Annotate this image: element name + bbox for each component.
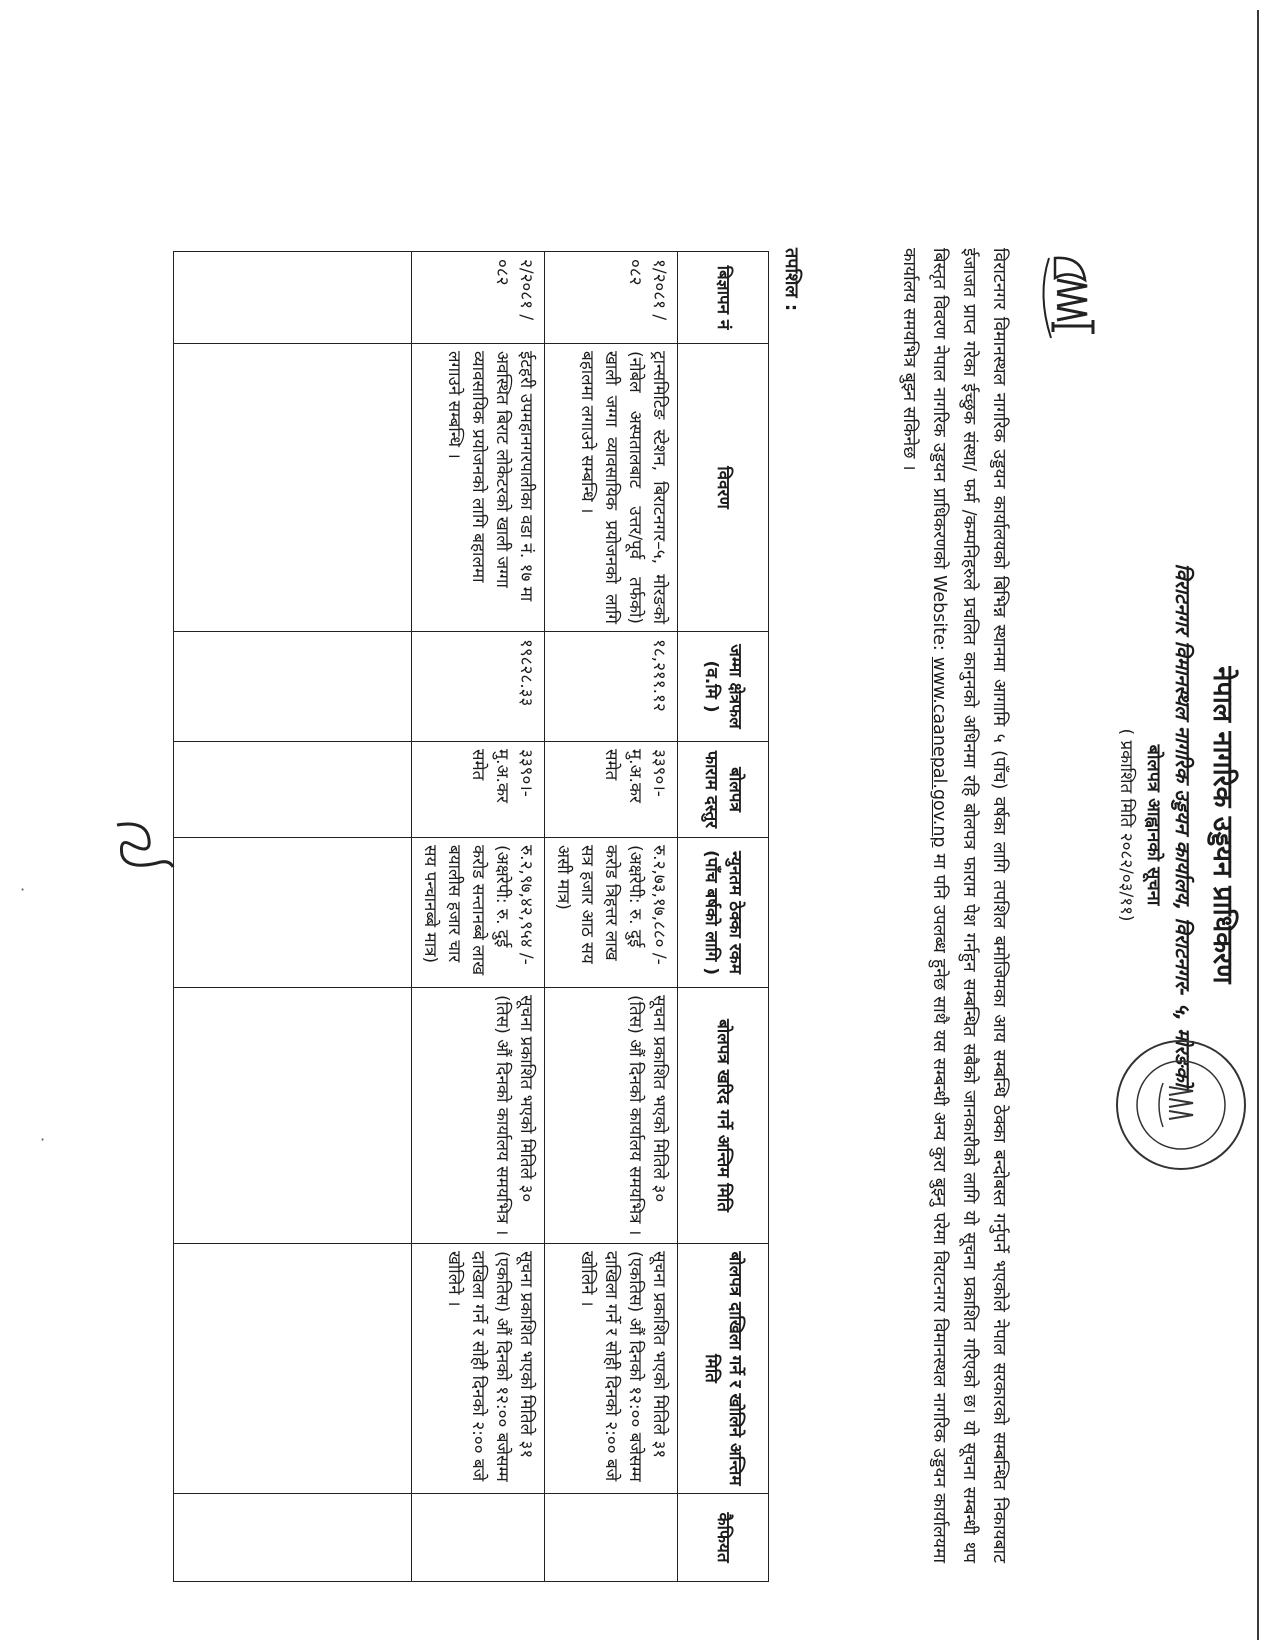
organization-title: नेपाल नागरिक उड्डयन प्राधिकरण xyxy=(1207,666,1238,984)
cell-submission-deadline: सूचना प्रकाशित भएको मितिले ३१ (एकतिस) औं दिनको १२:०० बजेसम्म दाखिला गर्ने र सोही दिनको २:०० बजे खोलिने । xyxy=(545,1244,678,1494)
empty-cell xyxy=(174,838,412,988)
scan-edge-line xyxy=(1257,10,1259,1640)
intro-text: विराटनगर विमानस्थल नागरिक उड्डयन कार्यालयको बिभिन्न स्थानमा आगामि ५ (पाँच) वर्षका लागि तपशिल बमोजिमका आय सम्बन्धि ठेक्का बन्दोबस्त गर्नुपर्ने भएकोले नेपाल सरकारको सम्बन्धित निकायबाट ईजाजत प्राप्त गरेका ईच्छुक संस्था/ फर्म /कम्पनिहरुले प्रचलित कानुनको अधिनमा रहि बोलपत्र फाराम पेश गर्नहुन सम्बन्धित सबैको जानकारीको लागि यो सूचना प्रकाशित गरिएको छ। यो सूचना सम्बन्धी थप बिस्तृत विवरण नेपाल नागरिक उड्डयन प्राधिकरणको Website: xyxy=(929,248,1009,1563)
cell-purchase-deadline: सूचना प्रकाशित भएको मितिले ३० (तिस) औं दिनको कार्यालय समयभित्र । xyxy=(412,988,545,1244)
scan-speck: · xyxy=(40,1130,46,1149)
table-header-row xyxy=(678,252,769,1582)
signature-icon xyxy=(107,815,177,875)
empty-cell xyxy=(174,988,412,1244)
col-header-purchase-deadline: बोलपत्र खरिद गर्ने अन्तिम मिति xyxy=(678,988,769,1244)
empty-cell xyxy=(174,1494,412,1582)
cell-min-amount: रु.२,७३,१७,८८० /- (अक्षरेपी: रु. दुई करोड त्रिहत्तर लाख सत्र हजार आठ सय असी मात्र) xyxy=(545,838,678,988)
col-header-description: विवरण xyxy=(678,344,769,632)
office-stamp-icon xyxy=(1111,1035,1251,1175)
cell-submission-deadline: सूचना प्रकाशित भएको मितिले ३१ (एकतिस) औं दिनको १२:०० बजेसम्म दाखिला गर्ने र सोही दिनको २:०० बजे खोलिने । xyxy=(412,1244,545,1494)
cell-ad-number: २/२०८१ /०८२ xyxy=(412,252,545,344)
cell-min-amount: रु.२,९७,४२,९५४ /- (अक्षरेपी: रु. दुई करोड सन्तानब्बे लाख बयालीस हजार चार सय पन्चानब्बे मात्र) xyxy=(412,838,545,988)
rotated-document xyxy=(17,15,1257,1635)
col-header-min-amount: न्युनतम ठेक्का रकम (पाँच बर्षको लागि ) xyxy=(678,838,769,988)
intro-paragraph xyxy=(894,248,1014,1563)
cell-form-fee: ३३९०।- मु.अ.कर समेत xyxy=(412,742,545,838)
empty-cell xyxy=(174,1244,412,1494)
col-header-submission-deadline: बोलपत्र दाखिला गर्ने र खोलिने अन्तिम मिति xyxy=(678,1244,769,1494)
cell-area: १८,२११.१२ xyxy=(545,632,678,742)
office-subtitle: विराटनगर विमानस्थल नागरिक उड्डयन कार्यालय, विराटनगर- ५, मोरङको xyxy=(1171,563,1195,1087)
empty-cell xyxy=(174,344,412,632)
col-header-form-fee: बोलपत्र फाराम दस्तुर xyxy=(678,742,769,838)
empty-cell xyxy=(174,742,412,838)
col-header-ad-number: बिज्ञापन नं xyxy=(678,252,769,344)
cell-description: ट्रान्समिटिङ स्टेशन, बिराटनगर–५, मोरङको (नोबेल अस्पतालबाट उत्तर/पूर्व तर्फको) खाली जग्गा व्यावसायिक प्रयोजनको लागि बहालमा लगाउने सम्बन्धि । xyxy=(545,344,678,632)
table-row xyxy=(545,252,678,1582)
published-date: ( प्रकाशित मिति २०८२/०३/११) xyxy=(1116,728,1136,922)
cell-description: ईटहरी उपमहानगरपालीका वडा नं. १७ मा अवस्थित बिराट लोकेटरको खाली जग्गा व्यावसायिक प्रयोजनको लागि बहालमा लगाउने सम्बन्धि । xyxy=(412,344,545,632)
intro-text-end: मा पनि उपलब्ध हुनेछ साथै यस सम्बन्धी अन्य कुरा बुझ्नु परेमा विराटनगर विमानस्थल नागरिक उड्डयन कार्यालयमा कार्यालय समयभित्र बुझ्न सकिनेछ । xyxy=(899,248,949,1563)
col-header-area: जम्मा क्षेत्रफल (व.मि ) xyxy=(678,632,769,742)
caan-website-link[interactable]: www.caanepal.gov.np xyxy=(929,656,949,848)
cell-remarks xyxy=(545,1494,678,1582)
notice-title: बोलपत्र आह्वानको सूचना xyxy=(1143,744,1164,906)
cell-area: १९८२८.३३ xyxy=(412,632,545,742)
scan-speck: · xyxy=(20,880,26,899)
cell-ad-number: १/२०८१ /०८२ xyxy=(545,252,678,344)
caan-logo-icon xyxy=(1032,250,1107,345)
table-row-empty xyxy=(174,252,412,1582)
cell-form-fee: ३३९०।- मु.अ.कर समेत xyxy=(545,742,678,838)
cell-purchase-deadline: सूचना प्रकाशित भएको मितिले ३० (तिस) औं दिनको कार्यालय समयभित्र । xyxy=(545,988,678,1244)
details-label: तपशिल : xyxy=(781,248,802,312)
tender-table xyxy=(173,251,769,1582)
col-header-remarks: कैफियत xyxy=(678,1494,769,1582)
cell-remarks xyxy=(412,1494,545,1582)
table-row xyxy=(412,252,545,1582)
empty-cell xyxy=(174,252,412,344)
empty-cell xyxy=(174,632,412,742)
